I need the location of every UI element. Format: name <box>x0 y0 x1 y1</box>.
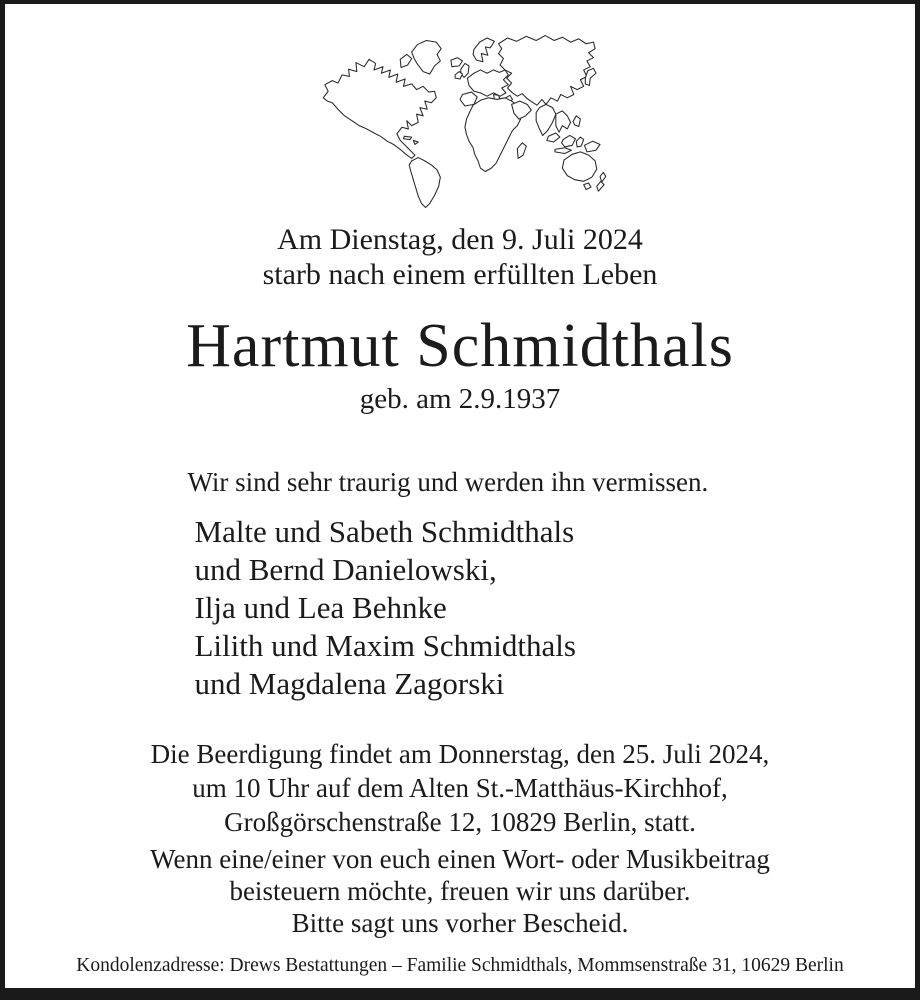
sorrow-line: Wir sind sehr traurig und werden ihn vermissen. <box>187 467 709 497</box>
contribution-note <box>5 843 915 939</box>
contribution-line: Wenn eine/einer von euch einen Wort- oder Musikbeitrag <box>150 844 770 874</box>
birth-date-line: geb. am 2.9.1937 <box>359 383 561 415</box>
funeral-line: Die Beerdigung findet am Donnerstag, den 25. Juli 2024, <box>150 739 770 769</box>
funeral-details <box>5 737 915 839</box>
contribution-line: Bitte sagt uns vorher Bescheid. <box>291 908 629 938</box>
mourner-line: und Bernd Danielowski, <box>194 552 497 587</box>
deceased-name: Hartmut Schmidthals <box>186 312 734 380</box>
family-block <box>188 466 733 703</box>
world-map-outline-svg <box>310 20 610 210</box>
mourner-line: Ilja und Lea Behnke <box>194 590 447 625</box>
death-intro <box>5 222 915 292</box>
funeral-line: Großgörschenstraße 12, 10829 Berlin, statt. <box>224 807 696 837</box>
world-map-icon <box>310 20 610 210</box>
mourner-line: Malte und Sabeth Schmidthals <box>194 514 575 549</box>
death-phrase-line: starb nach einem erfüllten Leben <box>262 258 658 291</box>
mourner-line: und Magdalena Zagorski <box>194 666 505 701</box>
contribution-line: beisteuern möchte, freuen wir uns darüber. <box>229 876 691 906</box>
death-date-line: Am Dienstag, den 9. Juli 2024 <box>277 223 643 256</box>
mourner-line: Lilith und Maxim Schmidthals <box>194 628 576 663</box>
funeral-line: um 10 Uhr auf dem Alten St.-Matthäus-Kirchhof, <box>192 773 728 803</box>
mourners-list <box>188 513 733 703</box>
condolence-address-line: Kondolenzadresse: Drews Bestattungen – Familie Schmidthals, Mommsenstraße 31, 10629 Berlin <box>76 955 844 976</box>
